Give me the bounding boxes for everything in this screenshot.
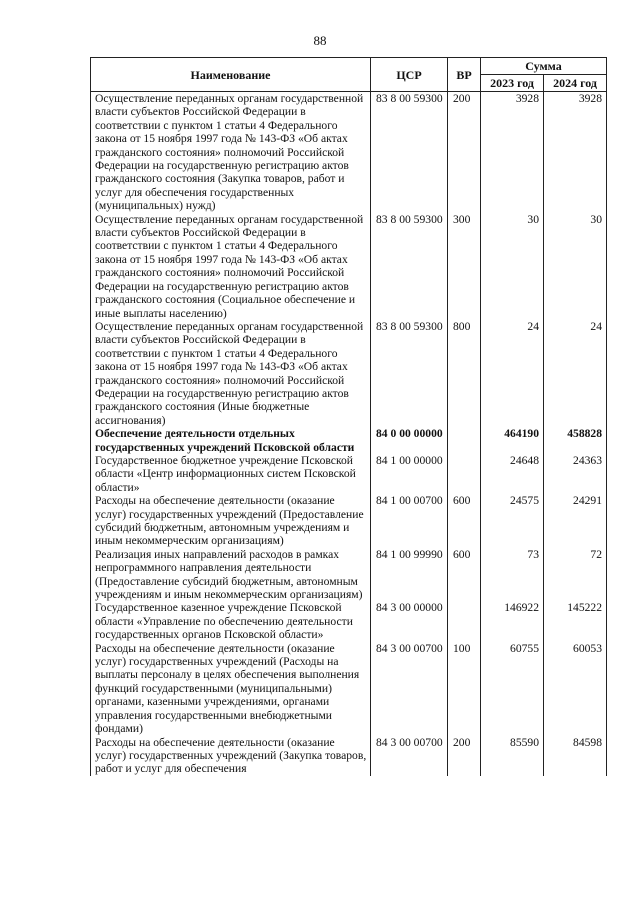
cell-2023: 85590 xyxy=(481,736,544,776)
table-row xyxy=(91,601,607,641)
cell-vr xyxy=(448,601,481,641)
cell-2024: 458828 xyxy=(544,427,607,454)
budget-table xyxy=(90,57,607,776)
header-vr: ВР xyxy=(448,58,481,92)
cell-2024: 72 xyxy=(544,548,607,602)
cell-csr: 84 1 00 99990 xyxy=(371,548,448,602)
cell-2024: 84598 xyxy=(544,736,607,776)
cell-csr: 84 0 00 00000 xyxy=(371,427,448,454)
cell-2023: 24 xyxy=(481,320,544,427)
header-csr: ЦСР xyxy=(371,58,448,92)
cell-name: Государственное казенное учреждение Псковской области «Управление по обеспечению деятельности государственных органов Псковской области» xyxy=(91,601,371,641)
cell-2023: 3928 xyxy=(481,92,544,213)
cell-name: Государственное бюджетное учреждение Псковской области «Центр информационных систем Псковской области» xyxy=(91,454,371,494)
cell-2024: 24291 xyxy=(544,494,607,548)
cell-name: Расходы на обеспечение деятельности (оказание услуг) государственных учреждений (Расходы на выплаты персоналу в целях обеспечения выполнения функций государственными (муниципальными) органами, казенными учреждениями, органами управления государственными внебюджетными фондами) xyxy=(91,642,371,736)
page-number: 88 xyxy=(313,33,327,48)
table-row xyxy=(91,494,607,548)
cell-name: Осуществление переданных органам государственной власти субъектов Российской Федерации в соответствии с пунктом 1 статьи 4 Федерального закона от 15 ноября 1997 года № 143-ФЗ «Об актах гражданского состояния» полномочий Российской Федерации на государственную регистрацию актов гражданского состояния (Закупка товаров, работ и услуг для обеспечения государственных (муниципальных) нужд) xyxy=(91,92,371,213)
cell-name: Обеспечение деятельности отдельных государственных учреждений Псковской области xyxy=(91,427,371,454)
cell-2023: 146922 xyxy=(481,601,544,641)
cell-vr: 300 xyxy=(448,213,481,320)
cell-vr: 100 xyxy=(448,642,481,736)
header-year-2024: 2024 год xyxy=(544,75,607,92)
table-row xyxy=(91,642,607,736)
cell-name: Осуществление переданных органам государственной власти субъектов Российской Федерации в соответствии с пунктом 1 статьи 4 Федерального закона от 15 ноября 1997 года № 143-ФЗ «Об актах гражданского состояния» полномочий Российской Федерации на государственную регистрацию актов гражданского состояния (Социальное обеспечение и иные выплаты населению) xyxy=(91,213,371,320)
table-row xyxy=(91,548,607,602)
table-row xyxy=(91,427,607,454)
cell-name: Расходы на обеспечение деятельности (оказание услуг) государственных учреждений (Предоставление субсидий бюджетным, автономным учреждениям и иным некоммерческим организациям) xyxy=(91,494,371,548)
cell-vr: 600 xyxy=(448,494,481,548)
cell-2023: 24648 xyxy=(481,454,544,494)
cell-csr: 84 3 00 00700 xyxy=(371,642,448,736)
cell-2023: 60755 xyxy=(481,642,544,736)
table-row xyxy=(91,454,607,494)
header-year-2023: 2023 год xyxy=(481,75,544,92)
cell-2024: 24 xyxy=(544,320,607,427)
cell-vr: 600 xyxy=(448,548,481,602)
cell-vr xyxy=(448,454,481,494)
cell-2024: 60053 xyxy=(544,642,607,736)
cell-name: Реализация иных направлений расходов в рамках непрограммного направления деятельности (Предоставление субсидий бюджетным, автономным учреждениям и иным некоммерческим организациям) xyxy=(91,548,371,602)
table-body xyxy=(91,92,607,776)
cell-2023: 24575 xyxy=(481,494,544,548)
cell-vr xyxy=(448,427,481,454)
table-row xyxy=(91,213,607,320)
cell-csr: 83 8 00 59300 xyxy=(371,92,448,213)
header-sum: Сумма xyxy=(481,58,607,75)
cell-name: Расходы на обеспечение деятельности (оказание услуг) государственных учреждений (Закупка товаров, работ и услуг для обеспечения xyxy=(91,736,371,776)
cell-csr: 83 8 00 59300 xyxy=(371,213,448,320)
cell-2023: 464190 xyxy=(481,427,544,454)
table-row xyxy=(91,320,607,427)
header-name: Наименование xyxy=(91,58,371,92)
table-header xyxy=(91,58,607,92)
cell-vr: 800 xyxy=(448,320,481,427)
cell-vr: 200 xyxy=(448,92,481,213)
cell-2023: 30 xyxy=(481,213,544,320)
table-row xyxy=(91,92,607,213)
cell-2024: 145222 xyxy=(544,601,607,641)
cell-2023: 73 xyxy=(481,548,544,602)
cell-2024: 30 xyxy=(544,213,607,320)
cell-2024: 3928 xyxy=(544,92,607,213)
cell-csr: 84 3 00 00700 xyxy=(371,736,448,776)
cell-2024: 24363 xyxy=(544,454,607,494)
cell-csr: 83 8 00 59300 xyxy=(371,320,448,427)
cell-name: Осуществление переданных органам государственной власти субъектов Российской Федерации в соответствии с пунктом 1 статьи 4 Федерального закона от 15 ноября 1997 года № 143-ФЗ «Об актах гражданского состояния» полномочий Российской Федерации на государственную регистрацию актов гражданского состояния (Иные бюджетные ассигнования) xyxy=(91,320,371,427)
cell-vr: 200 xyxy=(448,736,481,776)
cell-csr: 84 1 00 00000 xyxy=(371,454,448,494)
cell-csr: 84 3 00 00000 xyxy=(371,601,448,641)
cell-csr: 84 1 00 00700 xyxy=(371,494,448,548)
table-row xyxy=(91,736,607,776)
